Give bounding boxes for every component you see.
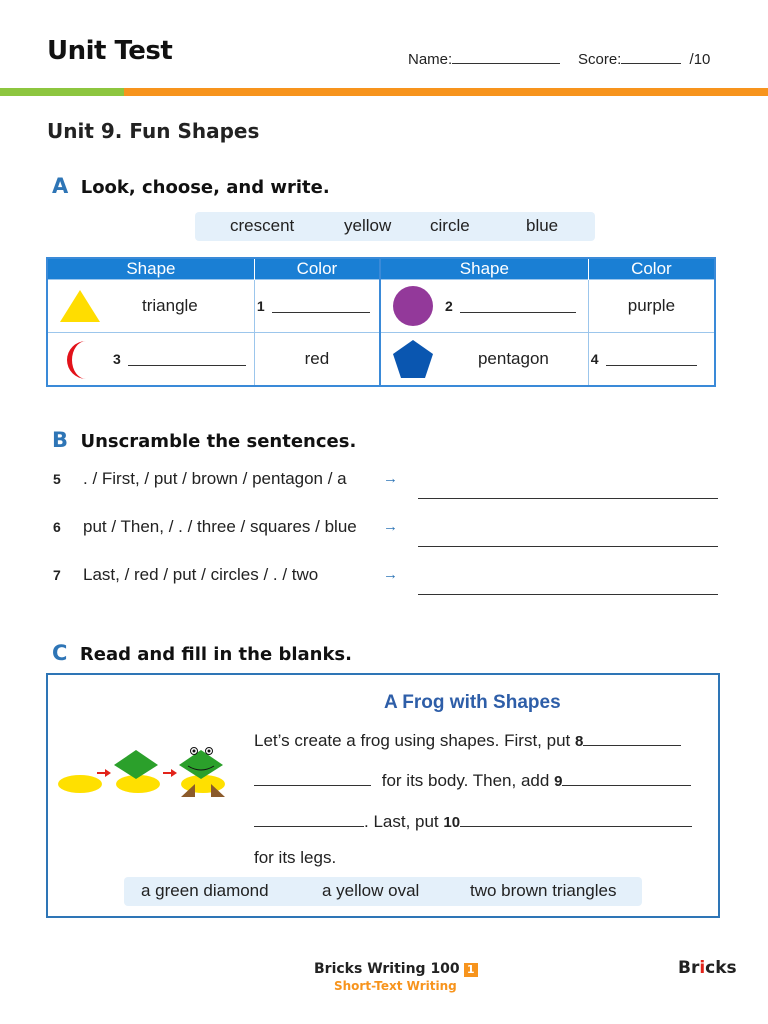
question-number: 7 [53,567,61,583]
blue-pentagon-icon [391,338,435,380]
section-b-letter: B [52,428,69,452]
section-b-title: Unscramble the sentences. [80,431,357,452]
answer-blank[interactable] [460,811,692,827]
option-item: a yellow oval [322,881,420,900]
shape-name: triangle [142,296,198,315]
table-row [47,333,715,387]
answer-blank[interactable] [606,351,697,366]
word-bank-item: crescent [230,216,295,235]
answer-line[interactable] [418,594,718,595]
answer-blank[interactable] [254,770,371,786]
section-a-letter: A [52,174,69,198]
table-cell [380,280,588,333]
red-arrow-icon [97,769,111,777]
footer-brand-text: Bricks Writing 100 [314,961,460,977]
question-number: 10 [443,814,461,831]
answer-blank[interactable] [460,298,576,313]
section-c-title: Read and fill in the blanks. [79,644,352,665]
question-number: 2 [444,298,453,314]
color-name: red [304,349,330,368]
story-text: for its body. Then, add [381,771,550,790]
question-number: 1 [256,298,265,314]
word-bank [195,212,595,241]
shape-name: pentagon [477,349,549,368]
logo-text: i [699,958,706,978]
answer-blank[interactable] [254,811,364,827]
story-title: A Frog with Shapes [384,692,561,713]
name-label: Name: [408,51,453,68]
answer-blank[interactable] [583,730,681,746]
score-blank[interactable] [621,49,681,64]
arrow-right-icon: → [383,518,398,535]
header-bar-orange [124,88,768,96]
option-item: a green diamond [141,881,269,900]
question-number: 5 [53,471,61,487]
table-cell [47,280,254,333]
logo-text: cks [705,958,737,978]
arrow-right-icon: → [383,470,398,487]
table-header-row [47,258,715,280]
word-bank-item: yellow [344,216,392,235]
table-header: Shape [47,258,254,280]
table-cell [47,333,254,387]
table-row [47,280,715,333]
option-item: two brown triangles [470,881,617,900]
score-total: /10 [689,51,711,68]
list-item [0,468,768,498]
score-field [578,49,710,68]
logo-text: Br [678,958,700,978]
question-number: 6 [53,519,61,535]
yellow-oval-shape [58,775,102,793]
table-header: Shape [380,258,588,280]
yellow-triangle-icon [58,288,102,324]
green-diamond-shape [179,750,223,779]
unit-title: Unit 9. Fun Shapes [47,119,260,143]
purple-circle-icon [392,285,434,327]
question-number: 8 [574,733,584,750]
question-number: 4 [590,351,599,367]
red-crescent-icon [62,339,102,381]
story-text: . Last, put [364,812,439,831]
story-line-2 [254,770,691,791]
red-arrow-icon [163,769,177,777]
story-line-4: for its legs. [254,848,337,867]
answer-line[interactable] [418,498,718,499]
word-bank-item: blue [526,216,559,235]
story-line-3 [254,811,692,832]
question-number: 9 [554,773,563,790]
table-cell [380,333,588,387]
table-cell [254,333,380,387]
scrambled-sentence: put / Then, / . / three / squares / blue [83,517,357,536]
score-label: Score: [578,51,622,68]
name-blank[interactable] [452,49,560,64]
list-item [0,564,768,594]
answer-blank[interactable] [272,298,370,313]
table-cell [254,280,380,333]
table-header: Color [588,258,715,280]
answer-line[interactable] [418,546,718,547]
name-field [408,49,560,68]
question-number: 3 [113,351,121,367]
table-header: Color [254,258,380,280]
section-c-letter: C [52,641,68,665]
table-cell [588,280,715,333]
answer-blank[interactable] [562,770,691,786]
list-item [0,516,768,546]
table-cell [588,333,715,387]
color-name: purple [627,296,676,315]
word-bank-item: circle [430,216,470,235]
book-number-badge: 1 [464,963,478,977]
header-bar-green [0,88,124,96]
shape-color-table [46,257,716,387]
green-diamond-shape [114,750,158,779]
section-c-heading [52,641,352,665]
story-line-1 [254,730,681,751]
section-a-heading [52,174,330,198]
story-text: Let’s create a frog using shapes. First, put [254,731,571,750]
frog-shapes-illustration [55,744,250,800]
section-b-heading [52,428,356,452]
page-title: Unit Test [47,36,173,66]
scrambled-sentence: . / First, / put / brown / pentagon / a [83,469,347,488]
footer-brand [314,961,478,977]
option-bank [124,877,642,906]
bricks-logo [678,958,737,978]
footer-subtitle: Short-Text Writing [334,979,457,993]
section-a-title: Look, choose, and write. [80,177,330,198]
scrambled-sentence: Last, / red / put / circles / . / two [83,565,319,584]
arrow-right-icon: → [383,566,398,583]
answer-blank[interactable] [128,351,246,366]
